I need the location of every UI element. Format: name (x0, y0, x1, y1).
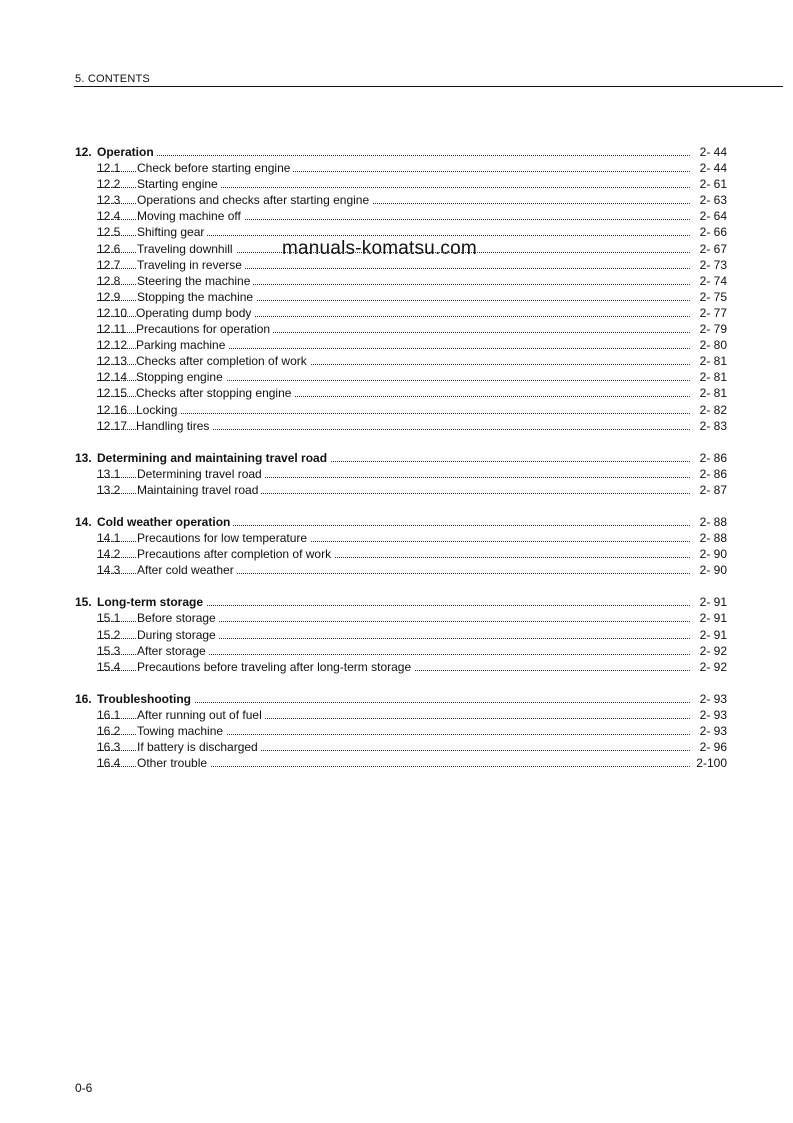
entry-page: 2- 80 (690, 337, 727, 353)
entry-page: 2- 82 (690, 402, 727, 418)
entry-page: 2- 64 (690, 208, 727, 224)
toc-entry (0, 289, 793, 305)
entry-number: 14.3 (97, 563, 121, 578)
toc-entry (0, 562, 793, 578)
toc-section (0, 450, 793, 498)
entry-page: 2- 81 (690, 385, 727, 401)
section-page: 2- 86 (690, 450, 727, 466)
toc-entry (0, 418, 793, 434)
entry-number: 16.3 (97, 740, 121, 755)
section-title: Determining and maintaining travel road (97, 450, 330, 466)
section-title: Operation (97, 144, 157, 160)
entry-number: 14.2 (97, 547, 121, 562)
entry-page: 2- 93 (690, 723, 727, 739)
toc-entry (0, 337, 793, 353)
toc-entry (0, 610, 793, 626)
toc-entry (0, 707, 793, 723)
section-page: 2- 91 (690, 594, 727, 610)
entry-title: Stopping the machine (137, 289, 256, 305)
section-title: Cold weather operation (97, 514, 233, 530)
entry-number: 12.10 (97, 305, 128, 320)
toc-section (0, 514, 793, 578)
toc-section-heading (0, 514, 793, 530)
entry-number: 12.17 (97, 418, 128, 433)
entry-number: 12.1 (97, 161, 121, 176)
header-rule (74, 86, 783, 87)
entry-number: 15.2 (97, 627, 121, 642)
entry-page: 2- 96 (690, 739, 727, 755)
entry-page: 2- 90 (690, 546, 727, 562)
entry-title: If battery is discharged (137, 739, 261, 755)
entry-title: Stopping engine (136, 369, 226, 385)
section-page: 2- 44 (690, 144, 727, 160)
entry-page: 2- 90 (690, 562, 727, 578)
entry-page: 2- 74 (690, 273, 727, 289)
toc-section-heading (0, 144, 793, 160)
toc-section (0, 594, 793, 674)
running-header: 5. CONTENTS (75, 73, 150, 85)
entry-title: Handling tires (136, 418, 212, 434)
entry-number: 12.16 (97, 402, 128, 417)
entry-page: 2-100 (690, 755, 727, 771)
entry-title: Operations and checks after starting engine (137, 192, 372, 208)
entry-title: Checks after completion of work (136, 353, 310, 369)
toc-entry (0, 176, 793, 192)
entry-page: 2- 44 (690, 160, 727, 176)
dot-leader (97, 413, 690, 414)
entry-number: 12.15 (97, 386, 128, 401)
toc-entry (0, 241, 793, 257)
entry-number: 12.6 (97, 241, 121, 256)
toc-section-heading (0, 450, 793, 466)
entry-number: 12.2 (97, 177, 121, 192)
section-number: 12. (75, 145, 92, 159)
entry-number: 12.7 (97, 257, 121, 272)
section-page: 2- 93 (690, 691, 727, 707)
toc-entry (0, 739, 793, 755)
entry-title: Starting engine (137, 176, 221, 192)
section-title: Troubleshooting (97, 691, 194, 707)
entry-page: 2- 73 (690, 257, 727, 273)
watermark: manuals-komatsu.com (282, 238, 477, 259)
toc-entry (0, 643, 793, 659)
entry-number: 15.3 (97, 643, 121, 658)
entry-title: Maintaining travel road (137, 482, 261, 498)
entry-page: 2- 67 (690, 241, 727, 257)
entry-title: Precautions for low temperature (137, 530, 310, 546)
entry-page: 2- 63 (690, 192, 727, 208)
toc-entry (0, 353, 793, 369)
entry-number: 16.1 (97, 707, 121, 722)
entry-page: 2- 81 (690, 353, 727, 369)
entry-title: Traveling downhill (137, 241, 236, 257)
entry-title: After running out of fuel (137, 707, 265, 723)
section-gap (0, 498, 793, 514)
entry-title: Precautions after completion of work (137, 546, 334, 562)
toc-section (0, 691, 793, 771)
entry-number: 15.1 (97, 611, 121, 626)
entry-title: Steering the machine (137, 273, 253, 289)
entry-number: 16.2 (97, 724, 121, 738)
entry-title: Operating dump body (136, 305, 254, 321)
entry-page: 2- 92 (690, 643, 727, 659)
entry-number: 12.4 (97, 209, 121, 224)
section-page: 2- 88 (690, 514, 727, 530)
entry-number: 15.4 (97, 659, 121, 674)
section-gap (0, 578, 793, 594)
toc-entry (0, 530, 793, 546)
entry-title: Locking (136, 402, 180, 418)
entry-title: Checks after stopping engine (136, 385, 294, 401)
entry-number: 12.13 (97, 354, 128, 369)
entry-page: 2- 91 (690, 627, 727, 643)
toc-entry (0, 755, 793, 771)
entry-title: Before storage (137, 610, 219, 626)
entry-page: 2- 66 (690, 224, 727, 240)
toc-entry (0, 627, 793, 643)
section-number: 14. (75, 514, 92, 529)
entry-number: 12.8 (97, 273, 121, 288)
entry-page: 2- 86 (690, 466, 727, 482)
entry-title: Check before starting engine (137, 160, 293, 176)
section-title: Long-term storage (97, 594, 206, 610)
entry-title: Shifting gear (137, 224, 207, 240)
entry-title: After cold weather (137, 562, 237, 578)
toc-entry (0, 192, 793, 208)
entry-title: Moving machine off (137, 208, 244, 224)
toc-entry (0, 546, 793, 562)
toc-entry (0, 659, 793, 675)
entry-page: 2- 93 (690, 707, 727, 723)
entry-number: 12.14 (97, 370, 128, 385)
toc-entry (0, 402, 793, 418)
entry-page: 2- 88 (690, 530, 727, 546)
section-number: 16. (75, 691, 92, 706)
entry-page: 2- 91 (690, 610, 727, 626)
section-gap (0, 434, 793, 450)
toc-entry (0, 321, 793, 337)
entry-number: 12.3 (97, 193, 121, 208)
entry-page: 2- 81 (690, 369, 727, 385)
entry-title: Precautions for operation (136, 321, 273, 337)
toc-entry (0, 466, 793, 482)
entry-page: 2- 92 (690, 659, 727, 675)
toc-entry (0, 273, 793, 289)
toc-section (0, 144, 793, 434)
entry-title: Other trouble (137, 755, 210, 771)
entry-number: 12.5 (97, 225, 121, 240)
entry-title: Determining travel road (137, 466, 265, 482)
entry-page: 2- 77 (690, 305, 727, 321)
toc-entry (0, 723, 793, 739)
entry-number: 13.2 (97, 482, 121, 497)
toc-entry (0, 305, 793, 321)
toc-entry (0, 257, 793, 273)
toc-section-heading (0, 594, 793, 610)
section-number: 15. (75, 595, 92, 610)
entry-title: Traveling in reverse (137, 257, 245, 273)
entry-title: After storage (137, 643, 209, 659)
entry-number: 14.1 (97, 531, 121, 546)
toc-entry (0, 224, 793, 240)
entry-number: 13.1 (97, 466, 121, 481)
toc-entry (0, 160, 793, 176)
toc-entry (0, 482, 793, 498)
entry-number: 12.9 (97, 289, 121, 304)
toc-entry (0, 369, 793, 385)
entry-number: 12.11 (97, 322, 127, 337)
toc-section-heading (0, 691, 793, 707)
entry-page: 2- 79 (690, 321, 727, 337)
entry-page: 2- 61 (690, 176, 727, 192)
dot-leader (97, 155, 690, 156)
section-gap (0, 675, 793, 691)
toc-entry (0, 385, 793, 401)
entry-number: 12.12 (97, 338, 128, 353)
entry-page: 2- 87 (690, 482, 727, 498)
entry-title: Precautions before traveling after long-term storage (137, 659, 414, 675)
entry-page: 2- 75 (690, 289, 727, 305)
entry-title: Towing machine (137, 723, 226, 739)
table-of-contents (0, 144, 793, 771)
entry-title: During storage (137, 627, 219, 643)
entry-title: Parking machine (136, 337, 228, 353)
page-number: 0-6 (75, 1081, 93, 1095)
toc-entry (0, 208, 793, 224)
section-number: 13. (75, 450, 92, 465)
entry-page: 2- 83 (690, 418, 727, 434)
entry-number: 16.4 (97, 756, 121, 771)
